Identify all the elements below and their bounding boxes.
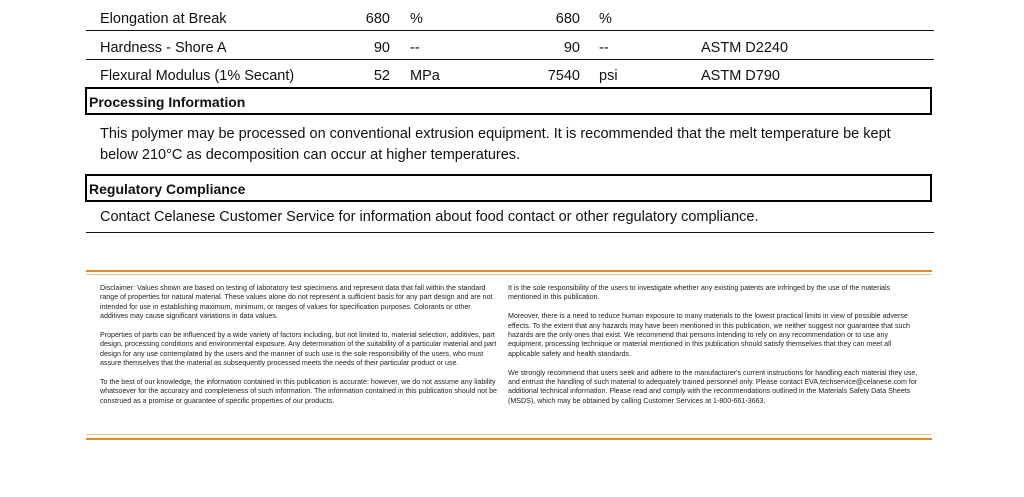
property-row bbox=[86, 38, 934, 66]
property-name: Hardness - Shore A bbox=[100, 40, 227, 56]
processing-text: This polymer may be processed on conventional extrusion equipment. It is recommended that the melt temperature be kept below 210°C as decomposition can occur at higher temperatures. bbox=[100, 126, 891, 163]
english-unit: -- bbox=[599, 40, 609, 56]
disclaimer-top-rule-thin bbox=[86, 274, 932, 275]
property-name: Flexural Modulus (1% Secant) bbox=[100, 68, 295, 84]
test-method: ASTM D2240 bbox=[701, 40, 789, 56]
regulatory-text: Contact Celanese Customer Service for information about food contact or other regulatory compliance. bbox=[100, 209, 759, 225]
disclaimer-paragraph: Moreover, there is a need to reduce human exposure to many materials to the lowest practical limits in view of possible adverse effects. To the extent that any hazards may have been mentioned in this publication, we neither suggest nor guarantee that such hazards are the only ones that exist. We recommend that persons intending to rely on any recommendation or to use any equipment, processing technique or material mentioned in this publication should satisfy themselves that they can meet all applicable safety and health standards. bbox=[508, 312, 910, 358]
disclaimer-bottom-rule bbox=[86, 438, 932, 440]
english-unit: % bbox=[599, 11, 612, 27]
section-divider bbox=[86, 232, 934, 233]
row-divider bbox=[86, 59, 934, 60]
disclaimer-paragraph: Properties of parts can be influenced by a wide variety of factors including, but not limited to, material selection, additives, part design, processing conditions and environmental exposure. Any determination of the suitability of a particular material and part design for any use contemplated by the users and the manner of such use is the sole responsibility of the users, who must assure themselves that the material as subsequently processed meets the needs of their particular product or use. bbox=[100, 331, 497, 368]
processing-section-header bbox=[85, 87, 932, 115]
disclaimer-paragraph: We strongly recommend that users seek and adhere to the manufacturer's current instructions for handling each material they use, and entrust the handling of such material to adequately trained personnel only. Please contact EVA.techservice@celanese.com for additional technical information. Please read and comply with the recommendations outlined in the Materials Safety Data Sheets (MSDS), which may be obtained by calling Customer Services at 1-800-661-3663. bbox=[508, 368, 918, 405]
disclaimer-left-column bbox=[100, 284, 498, 416]
disclaimer-paragraph: Disclaimer: Values shown are based on testing of laboratory test specimens and represent data that fall within the standard range of properties for natural material. These values alone do not represent a sufficient basis for any part design and are not intended for use in establishing maximum, minimum, or ranges of values for specification purposes. Colorants or other additives may cause significant variations in data values. bbox=[100, 284, 493, 321]
disclaimer-paragraph: To the best of our knowledge, the information contained in this publication is accurate: however, we do not assume any liability whatsoever for the accuracy and completeness of such information. The information contained in this publication should not be construed as a promise or guarantee of specific properties of our products. bbox=[100, 378, 497, 405]
english-value: 7540 bbox=[547, 68, 580, 84]
disclaimer-paragraph: It is the sole responsibility of the users to investigate whether any existing patents are infringed by the use of the materials mentioned in this publication. bbox=[508, 284, 891, 302]
english-value: 680 bbox=[555, 11, 580, 27]
si-unit: MPa bbox=[410, 68, 440, 84]
property-row bbox=[86, 9, 934, 37]
row-divider bbox=[86, 30, 934, 31]
english-unit: psi bbox=[599, 68, 618, 84]
regulatory-section-header bbox=[85, 174, 932, 202]
property-name: Elongation at Break bbox=[100, 11, 227, 27]
si-unit: -- bbox=[410, 40, 420, 56]
si-value: 52 bbox=[373, 68, 390, 84]
disclaimer-top-rule bbox=[86, 270, 932, 272]
english-value: 90 bbox=[563, 40, 580, 56]
si-value: 680 bbox=[365, 11, 390, 27]
section-heading: Processing Information bbox=[89, 94, 246, 110]
disclaimer-right-column bbox=[508, 284, 922, 416]
test-method: ASTM D790 bbox=[701, 68, 780, 84]
si-value: 90 bbox=[373, 40, 390, 56]
si-unit: % bbox=[410, 11, 423, 27]
section-heading: Regulatory Compliance bbox=[89, 181, 246, 197]
disclaimer-bottom-rule-thin bbox=[86, 434, 932, 435]
